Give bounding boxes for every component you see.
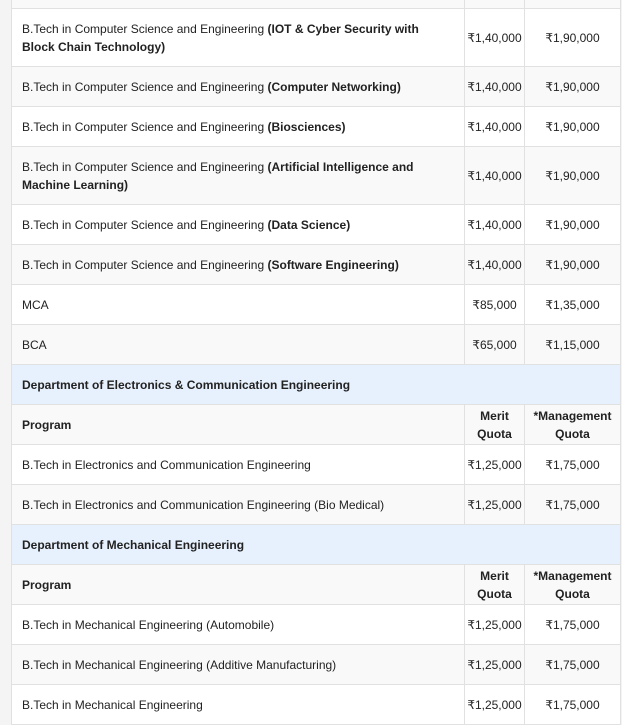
- merit-fee: ₹1,25,000: [465, 645, 525, 685]
- management-fee: ₹1,90,000: [525, 205, 621, 245]
- management-fee: ₹1,90,000: [525, 147, 621, 205]
- program-header: Program: [12, 405, 465, 445]
- merit-fee: ₹1,25,000: [465, 605, 525, 645]
- department-title: Department of Electronics & Communication Engineering: [12, 365, 621, 405]
- table-row: [12, 645, 621, 685]
- management-fee: ₹1,90,000: [525, 107, 621, 147]
- table-row: [12, 147, 621, 205]
- management-fee: ₹1,15,000: [525, 325, 621, 365]
- merit-header: Merit Quota: [465, 405, 525, 445]
- merit-fee: ₹1,40,000: [465, 9, 525, 67]
- table-row: [12, 605, 621, 645]
- program-cell: BCA: [12, 325, 465, 365]
- fee-table: [11, 0, 621, 725]
- management-header: *Management Quota: [525, 565, 621, 605]
- table-row-cutoff: [12, 0, 621, 9]
- management-header: *Management Quota: [525, 405, 621, 445]
- management-fee: ₹1,75,000: [525, 485, 621, 525]
- table-row: [12, 685, 621, 725]
- management-fee: ₹1,75,000: [525, 645, 621, 685]
- column-header-row: [12, 565, 621, 605]
- merit-fee: ₹65,000: [465, 325, 525, 365]
- merit-fee: ₹1,40,000: [465, 107, 525, 147]
- table-row: [12, 285, 621, 325]
- merit-fee: ₹1,25,000: [465, 685, 525, 725]
- management-fee: ₹1,75,000: [525, 605, 621, 645]
- management-fee: ₹1,90,000: [525, 9, 621, 67]
- program-cell: B.Tech in Mechanical Engineering (Automobile): [12, 605, 465, 645]
- merit-fee: ₹1,40,000: [465, 147, 525, 205]
- merit-fee: ₹1,40,000: [465, 205, 525, 245]
- program-cell: B.Tech in Electronics and Communication Engineering: [12, 445, 465, 485]
- merit-fee: ₹1,25,000: [465, 485, 525, 525]
- program-cell: MCA: [12, 285, 465, 325]
- program-cell: B.Tech in Mechanical Engineering (Additive Manufacturing): [12, 645, 465, 685]
- program-cell: B.Tech in Computer Science and Engineering (Data Science): [12, 205, 465, 245]
- department-header-mech: [12, 525, 621, 565]
- table-row: [12, 325, 621, 365]
- table-row: [12, 107, 621, 147]
- management-fee: ₹1,75,000: [525, 445, 621, 485]
- column-header-row: [12, 405, 621, 445]
- program-cell: B.Tech in Computer Science and Engineering (Software Engineering): [12, 245, 465, 285]
- program-cell: B.Tech in Mechanical Engineering: [12, 685, 465, 725]
- management-fee: ₹1,90,000: [525, 245, 621, 285]
- program-cell: B.Tech in Computer Science and Engineering (Computer Networking): [12, 67, 465, 107]
- merit-fee: ₹85,000: [465, 285, 525, 325]
- management-fee: ₹1,75,000: [525, 685, 621, 725]
- fee-table-container: [11, 0, 620, 725]
- merit-fee: ₹1,40,000: [465, 67, 525, 107]
- department-header-ece: [12, 365, 621, 405]
- department-title: Department of Mechanical Engineering: [12, 525, 621, 565]
- merit-fee: ₹1,40,000: [465, 245, 525, 285]
- table-row: [12, 9, 621, 67]
- table-row: [12, 485, 621, 525]
- program-cell: B.Tech in Computer Science and Engineering (Artificial Intelligence and Machine Learning): [12, 147, 465, 205]
- table-row: [12, 205, 621, 245]
- table-row: [12, 67, 621, 107]
- program-cell: B.Tech in Electronics and Communication Engineering (Bio Medical): [12, 485, 465, 525]
- merit-header: Merit Quota: [465, 565, 525, 605]
- table-row: [12, 245, 621, 285]
- program-header: Program: [12, 565, 465, 605]
- program-cell: B.Tech in Computer Science and Engineering (IOT & Cyber Security with Block Chain Technology): [12, 9, 465, 67]
- table-row: [12, 445, 621, 485]
- merit-fee: ₹1,25,000: [465, 445, 525, 485]
- program-cell: B.Tech in Computer Science and Engineering (Biosciences): [12, 107, 465, 147]
- management-fee: ₹1,90,000: [525, 67, 621, 107]
- management-fee: ₹1,35,000: [525, 285, 621, 325]
